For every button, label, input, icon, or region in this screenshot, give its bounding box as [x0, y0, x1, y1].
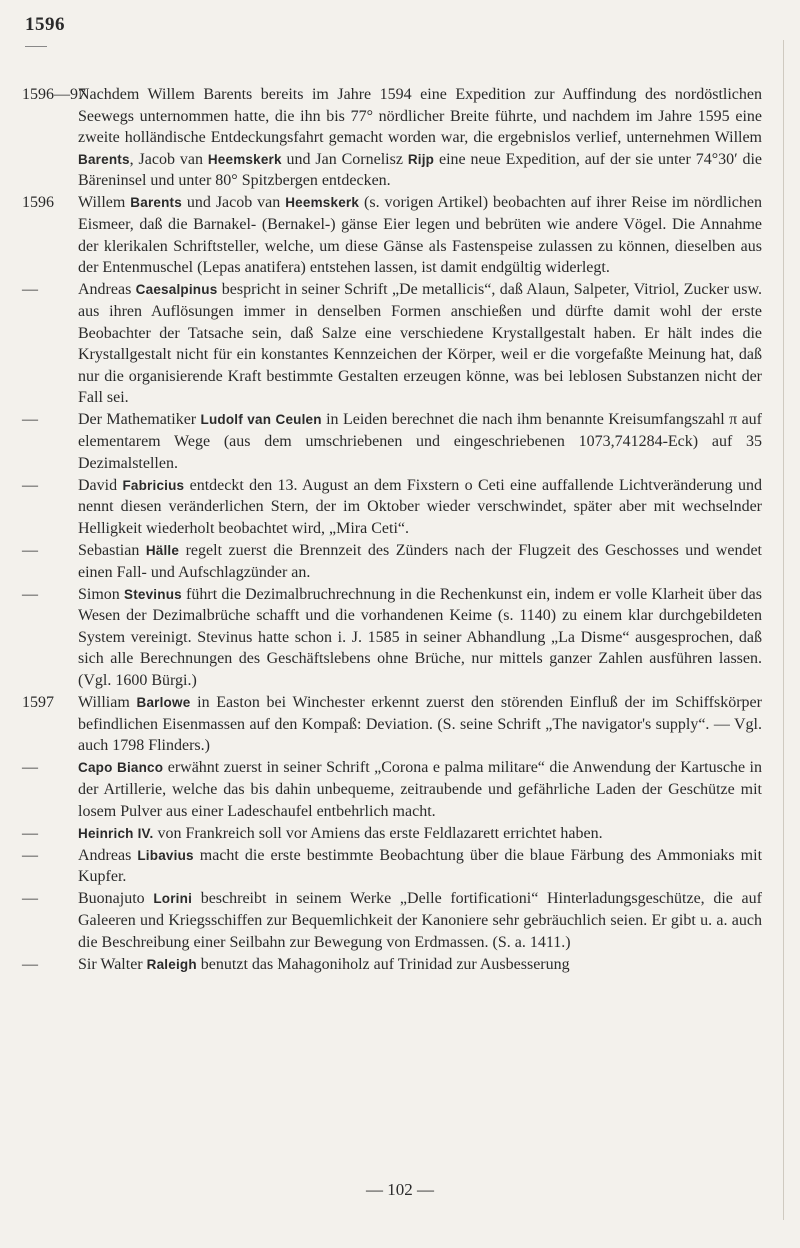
- chronology-entry: [22, 279, 762, 409]
- entry-text-run: eine neue Expedition, auf der sie unter 74°30′ die Bäreninsel und unter 80° Spitzbergen entdecken.: [78, 150, 763, 190]
- person-name: Caesalpinus: [135, 282, 218, 298]
- entry-text-run: Willem: [78, 194, 131, 212]
- entry-year: —: [22, 476, 38, 494]
- entry-year: 1597: [22, 694, 54, 712]
- entry-text-run: in Easton bei Winchester erkennt zuerst den störenden Einfluß der im Schiffskörper befindlichen Eisenmassen auf den Kompaß: Deviation. (S. seine Schrift „The navigator's supply“. — Vgl. auch 1798 Flinders.): [78, 694, 762, 755]
- chronology-entries: [22, 84, 762, 976]
- person-name: Libavius: [137, 847, 194, 863]
- running-head-rule: [25, 46, 47, 47]
- entry-text-run: David: [78, 476, 123, 494]
- chronology-entry: [22, 192, 762, 278]
- page-number: — 102 —: [366, 1180, 434, 1199]
- entry-text: [78, 757, 762, 822]
- entry-text-run: William: [78, 694, 137, 712]
- entry-year: —: [22, 281, 38, 299]
- entry-year: —: [22, 585, 38, 603]
- entry-text: [78, 279, 762, 409]
- entry-text-run: Andreas: [78, 846, 138, 864]
- entry-text: [78, 192, 762, 278]
- entry-text-run: in Leiden berechnet die nach ihm benannte Kreisumfangszahl π auf elementarem Wege (aus dem umschriebenen und eingeschriebenen 1073,741284-Eck) auf 35 Dezimalstellen.: [78, 411, 762, 472]
- entry-year: —: [22, 824, 38, 842]
- chronology-entry: [22, 954, 762, 976]
- chronology-entry: [22, 475, 762, 540]
- page-edge-rule: [783, 40, 784, 1220]
- entry-year: —: [22, 411, 38, 429]
- chronology-entry: [22, 584, 762, 692]
- chronology-entry: [22, 84, 762, 192]
- entry-text-run: (s. vorigen Artikel) beobachten auf ihrer Reise im nördlichen Eismeer, daß die Barnakel- (Bernakel-) gänse Eier legen und bebrüten wie andere Vögel. Die Annahme der klerikalen Schriftsteller, welche, um diese Gänse als Fastenspeise zulassen zu können, dieselben aus der Entenmuschel (Lepas anatifera) entstehen lassen, ist damit endgültig widerlegt.: [78, 194, 763, 277]
- entry-text-run: Simon: [78, 585, 124, 603]
- entry-text: [78, 845, 762, 888]
- entry-text: [78, 84, 762, 192]
- entry-text-run: bespricht in seiner Schrift „De metallicis“, daß Alaun, Salpeter, Vitriol, Zucker usw. aus ihren Auflösungen immer in denselben Formen anschießen und dürfte damit wohl der erste Beobachter der Tatsache sein, daß Salze eine verschiedene Krystallgestalt haben. Er hält indes die Krystallgestalt nicht für ein konstantes Kennzeichen der Körper, weil er die vorgefaßte Meinung hat, daß nur die organisierende Kraft bestimmte Gestalten erzeugen könne, was bei leblosen Substanzen nicht der Fall sei.: [78, 281, 763, 407]
- person-name: Capo Bianco: [78, 760, 164, 776]
- entry-text-run: und Jan Cornelisz: [281, 150, 408, 168]
- entry-text: [78, 692, 762, 757]
- person-name: Raleigh: [146, 956, 197, 972]
- entry-text-run: von Frankreich soll vor Amiens das erste Feldlazarett errichtet haben.: [153, 824, 603, 842]
- entry-text-run: entdeckt den 13. August an dem Fixstern o Ceti eine auffallende Lichtveränderung und nennt diesen veränderlichen Stern, der im Oktober wieder verschwindet, später aber mit wechselnder Helligkeit wiederholt beobachtet wird, „Mira Ceti“.: [78, 476, 762, 537]
- person-name: Heemskerk: [285, 195, 360, 211]
- entry-text-run: regelt zuerst die Brennzeit des Zünders nach der Flugzeit des Geschosses und wendet einen Fall- und Aufschlagzünder an.: [78, 541, 762, 581]
- chronology-entry: [22, 823, 762, 845]
- chronology-entry: [22, 409, 762, 474]
- chronology-entry: [22, 540, 762, 583]
- person-name: Lorini: [153, 891, 193, 907]
- entry-text: [78, 954, 762, 976]
- entry-year: 1596: [22, 194, 54, 212]
- entry-text-run: , Jacob van: [129, 150, 208, 168]
- person-name: Ludolf van Ceulen: [200, 412, 322, 428]
- person-name: Hälle: [145, 542, 180, 558]
- chronology-entry: [22, 757, 762, 822]
- entry-text-run: Nachdem Willem Barents bereits im Jahre 1594 eine Expedition zur Auffindung des nordöstlichen Seewegs unternommen hatte, die ihn bis 77° nördlicher Breite führte, und nachdem im Jahre 1595 eine zweite holländische Entdeckungsfahrt gemacht worden war, die ergebnislos verlief, unternehmen Willem: [78, 86, 762, 147]
- entry-year: 1596—97: [22, 86, 86, 103]
- person-name: Rijp: [407, 151, 435, 167]
- entry-text: [78, 584, 762, 692]
- person-name: Barents: [130, 195, 182, 211]
- entry-text-run: erwähnt zuerst in seiner Schrift „Corona e palma militare“ die Anwendung der Kartusche in der Artillerie, welche das bis dahin unbequeme, zeitraubende und gefährliche Laden der Geschütze mit losem Pulver aus einer Ladeschaufel entbehrlich macht.: [78, 759, 763, 820]
- person-name: Fabricius: [122, 477, 185, 493]
- entry-year: —: [22, 846, 38, 864]
- running-head: 1596: [25, 14, 65, 35]
- entry-text-run: und Jacob van: [181, 194, 286, 212]
- entry-text-run: Buonajuto: [78, 890, 154, 908]
- person-name: Stevinus: [123, 586, 182, 602]
- chronology-entry: [22, 692, 762, 757]
- entry-text-run: Der Mathematiker: [78, 411, 201, 429]
- entry-text: [78, 888, 762, 953]
- entry-text: [78, 475, 762, 540]
- entry-text: [78, 823, 762, 845]
- person-name: Barents: [78, 151, 130, 167]
- person-name: Heinrich IV.: [78, 825, 154, 841]
- entry-text-run: Andreas: [78, 281, 136, 299]
- entry-text-run: beschreibt in seinem Werke „Delle fortificationi“ Hinterladungsgeschütze, die auf Galeeren und Kriegsschiffen zur Bequemlichkeit der Kanoniere sehr gebräuchlich seien. Er gibt u. a. auch die Beschreibung einer Seilbahn zur Bewegung von Erdmassen. (S. a. 1411.): [78, 890, 762, 951]
- person-name: Heemskerk: [207, 151, 282, 167]
- entry-year: —: [22, 890, 38, 908]
- entry-text-run: Sir Walter: [78, 955, 147, 973]
- entry-text-run: benutzt das Mahagoniholz auf Trinidad zur Ausbesserung: [196, 955, 570, 973]
- chronology-entry: [22, 888, 762, 953]
- entry-text: [78, 540, 762, 583]
- chronology-entry: [22, 845, 762, 888]
- entry-text-run: macht die erste bestimmte Beobachtung über die blaue Färbung des Ammoniaks mit Kupfer.: [78, 846, 763, 886]
- entry-year: —: [22, 955, 38, 973]
- entry-year: —: [22, 759, 38, 777]
- entry-text: [78, 409, 762, 474]
- entry-text-run: Sebastian: [78, 541, 146, 559]
- entry-year: —: [22, 541, 38, 559]
- entry-text-run: führt die Dezimalbruchrechnung in die Rechenkunst ein, indem er volle Klarheit über das Wesen der Dezimalbrüche schafft und die vorhandenen Keime (s. 1140) zu einem klar durchgebildeten System vereinigt. Stevinus hatte schon i. J. 1585 in seiner Abhandlung „La Disme“ ausgesprochen, daß sich alle Berechnungen des Geschäftslebens ohne Brüche, nur mittels ganzer Zahlen ausführen lassen. (Vgl. 1600 Bürgi.): [78, 585, 762, 690]
- person-name: Barlowe: [136, 695, 191, 711]
